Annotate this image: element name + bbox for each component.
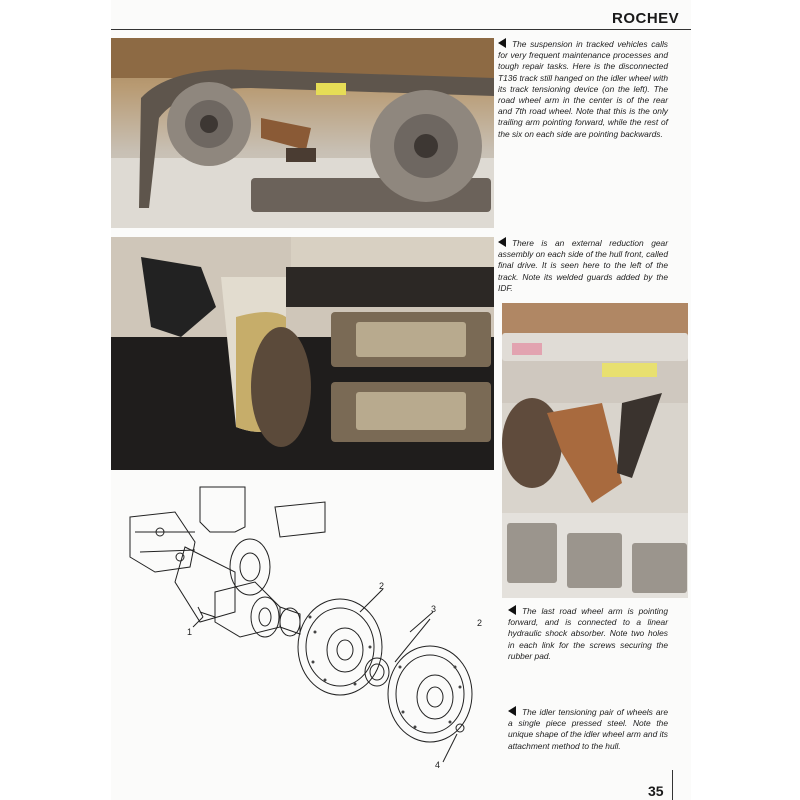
footer-divider [672, 770, 673, 800]
caption-suspension: The suspension in tracked vehicles calls for very frequent maintenance processes and tough repair tasks. Here is the disconnected T136 track still hanged on the idler wheel with its track tensioning device (on the left). The road wheel arm in the center is of the rear and 7th road wheel. Note that this is the only trailing arm pointing forward, while the rest of the six on each side are pointing backwards. [498, 39, 668, 139]
caption-arrow-icon [498, 237, 506, 247]
caption-road-wheel-arm: The last road wheel arm is pointing forward, and is connected to a linear hydraulic shock absorber. Note two holes in each link for the screws securing the rubber pad. [508, 606, 668, 661]
caption-arrow-icon [508, 706, 516, 716]
caption-final-drive: There is an external reduction gear assembly on each side of the hull front, called final drive. It is seen here to the left of the track. Note its welded guards added by the IDF. [498, 238, 668, 293]
photo-road-wheel-arm [502, 303, 688, 598]
diagram-callout-1: 1 [187, 627, 193, 637]
caption-arrow-icon [498, 38, 506, 48]
page-number: 35 [648, 783, 664, 799]
idler-wheel-diagram [115, 472, 500, 772]
diagram-callout-2a: 2 [379, 581, 385, 591]
diagram-callout-3: 3 [431, 604, 437, 614]
photo-final-drive [111, 237, 494, 470]
header-divider [111, 29, 691, 30]
caption-arrow-icon [508, 605, 516, 615]
diagram-callout-4: 4 [435, 760, 441, 770]
photo-suspension-track [111, 38, 494, 228]
diagram-callout-2b: 2 [477, 618, 483, 628]
caption-idler-wheels: The idler tensioning pair of wheels are a single piece pressed steel. Note the unique shape of the idler wheel arm and its attachment method to the hull. [508, 707, 668, 751]
page-header-title: ROCHEV [612, 10, 680, 27]
